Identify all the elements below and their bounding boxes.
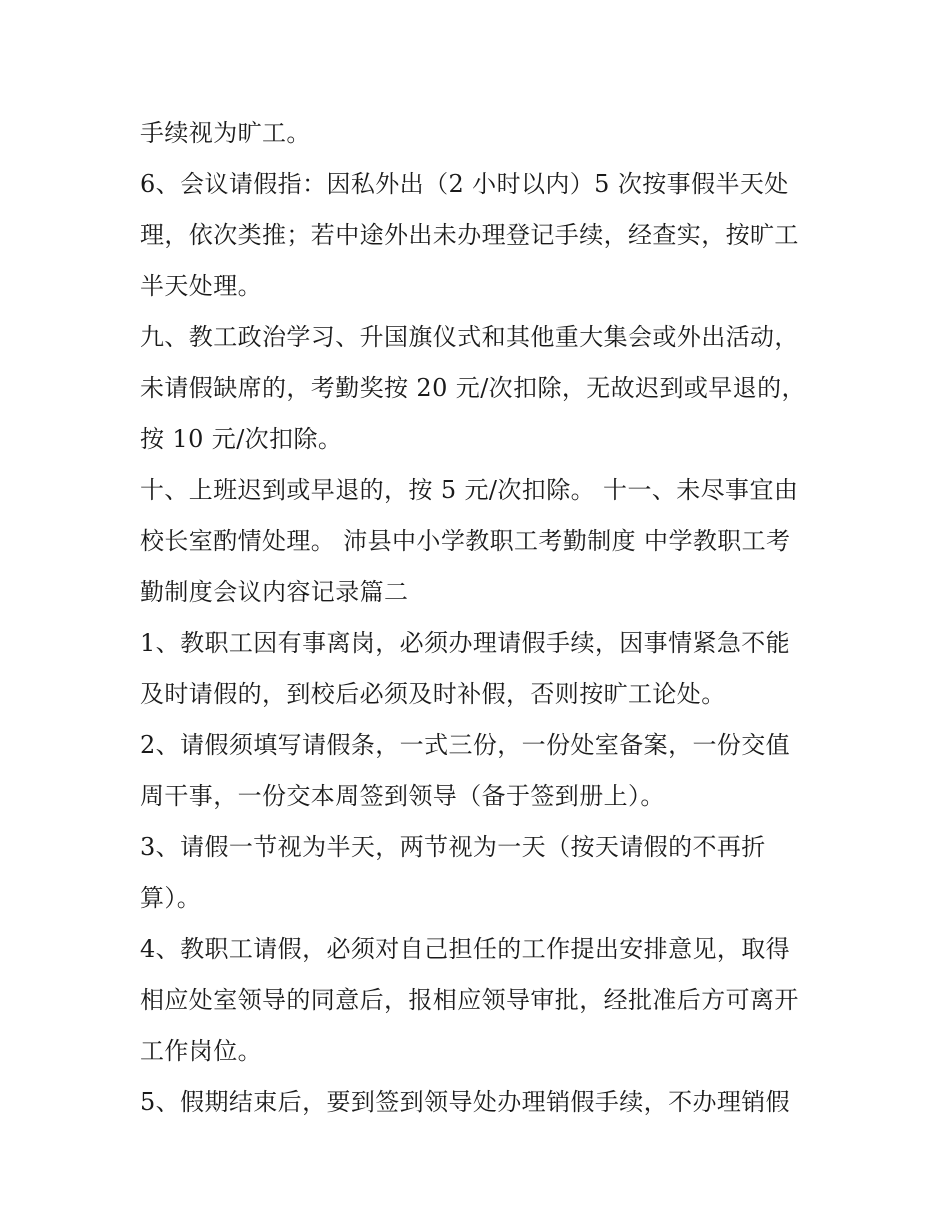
text-line: 周干事，一份交本周签到领导（备于签到册上）。 (140, 782, 665, 810)
text-line: 校长室酌情处理。 沛县中小学教职工考勤制度 中学教职工考 (140, 527, 791, 555)
text-line: 按 10 元/次扣除。 (140, 425, 343, 453)
text-line: 及时请假的，到校后必须及时补假，否则按旷工论处。 (140, 680, 726, 708)
text-line: 1、教职工因有事离岗，必须办理请假手续，因事情紧急不能 (140, 629, 791, 657)
text-line: 算）。 (140, 884, 202, 912)
text-line: 工作岗位。 (140, 1037, 262, 1065)
text-line: 3、请假一节视为半天，两节视为一天（按天请假的不再折 (140, 833, 766, 861)
text-line: 5、假期结束后，要到签到领导处办理销假手续，不办理销假 (140, 1088, 791, 1116)
text-line: 4、教职工请假，必须对自己担任的工作提出安排意见，取得 (140, 935, 791, 963)
text-line: 6、会议请假指：因私外出（2 小时以内）5 次按事假半天处 (140, 170, 789, 198)
text-line: 理，依次类推；若中途外出未办理登记手续，经查实，按旷工 (140, 221, 799, 249)
text-line: 勤制度会议内容记录篇二 (140, 578, 409, 606)
text-line: 十、上班迟到或早退的，按 5 元/次扣除。 十一、未尽事宜由 (140, 476, 799, 504)
text-line: 九、教工政治学习、升国旗仪式和其他重大集会或外出活动， (140, 323, 799, 351)
text-line: 手续视为旷工。 (140, 119, 311, 147)
text-line: 未请假缺席的，考勤奖按 20 元/次扣除，无故迟到或早退的， (140, 374, 806, 402)
document-body (140, 108, 820, 1128)
text-line: 相应处室领导的同意后，报相应领导审批，经批准后方可离开 (140, 986, 799, 1014)
text-line: 2、请假须填写请假条，一式三份，一份处室备案，一份交值 (140, 731, 791, 759)
text-line: 半天处理。 (140, 272, 262, 300)
